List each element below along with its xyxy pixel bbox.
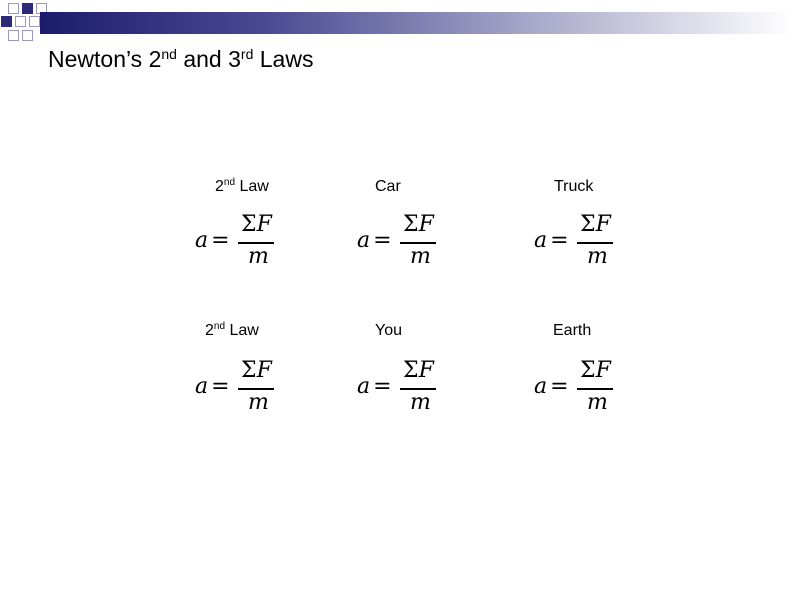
formula-2nd-law-row1: a = ΣF m — [195, 206, 285, 276]
formula-car: a = ΣF m — [357, 206, 447, 276]
label-you: You — [375, 322, 402, 339]
square-decoration — [22, 3, 33, 14]
header-gradient-bar — [40, 12, 794, 34]
square-decoration — [15, 16, 26, 27]
square-decoration — [1, 16, 12, 27]
label-earth: Earth — [553, 322, 592, 339]
square-decoration — [8, 30, 19, 41]
title-superscript: rd — [240, 46, 254, 62]
label-2nd-law-row2: 2nd Law — [205, 321, 259, 339]
title-superscript: nd — [161, 46, 177, 62]
label-car: Car — [375, 178, 401, 195]
label-truck: Truck — [554, 178, 594, 195]
title-text: and 3 — [176, 46, 241, 72]
square-decoration — [22, 30, 33, 41]
formula-earth: a = ΣF m — [534, 352, 624, 422]
formula-you: a = ΣF m — [357, 352, 447, 422]
square-decoration — [8, 3, 19, 14]
title-text: Newton’s 2 — [48, 46, 162, 72]
formula-2nd-law-row2: a = ΣF m — [195, 352, 285, 422]
title-text: Laws — [253, 46, 314, 72]
label-2nd-law-row1: 2nd Law — [215, 177, 269, 195]
formula-truck: a = ΣF m — [534, 206, 624, 276]
square-decoration — [29, 16, 40, 27]
slide-title — [48, 46, 313, 73]
